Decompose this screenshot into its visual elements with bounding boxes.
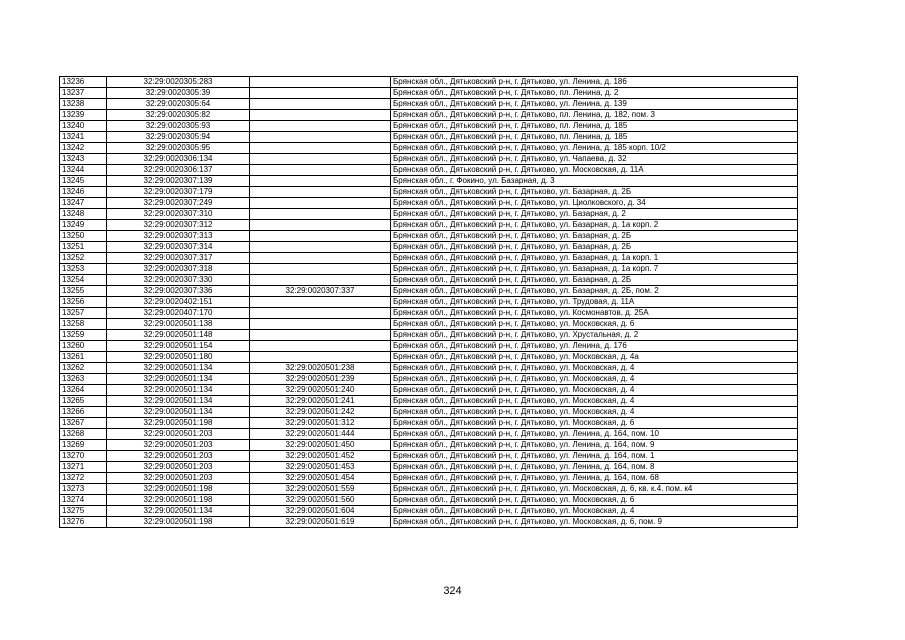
table-row [60, 209, 798, 220]
address-cell: Брянская обл., Дятьковский р-н, г. Дятьково, ул. Чапаева, д. 32 [391, 154, 798, 165]
registry-table-body [60, 77, 798, 528]
related-cadastral-number-cell: 32:29:0020501:242 [250, 407, 391, 418]
row-number-cell: 13261 [60, 352, 107, 363]
related-cadastral-number-cell [250, 231, 391, 242]
row-number-cell: 13239 [60, 110, 107, 121]
related-cadastral-number-cell: 32:29:0020501:452 [250, 451, 391, 462]
address-cell: Брянская обл., Дятьковский р-н, г. Дятьково, ул. Московская, д. 4 [391, 396, 798, 407]
table-row [60, 341, 798, 352]
row-number-cell: 13254 [60, 275, 107, 286]
table-row [60, 132, 798, 143]
related-cadastral-number-cell [250, 165, 391, 176]
related-cadastral-number-cell [250, 132, 391, 143]
row-number-cell: 13236 [60, 77, 107, 88]
table-row [60, 385, 798, 396]
cadastral-number-cell: 32:29:0020501:198 [107, 484, 250, 495]
row-number-cell: 13249 [60, 220, 107, 231]
cadastral-number-cell: 32:29:0020306:134 [107, 154, 250, 165]
table-row [60, 187, 798, 198]
table-row [60, 330, 798, 341]
address-cell: Брянская обл., Дятьковский р-н, г. Дятьково, ул. Базарная, д. 2Б [391, 275, 798, 286]
row-number-cell: 13259 [60, 330, 107, 341]
related-cadastral-number-cell [250, 330, 391, 341]
table-row [60, 473, 798, 484]
cadastral-number-cell: 32:29:0020501:198 [107, 418, 250, 429]
table-row [60, 99, 798, 110]
table-row [60, 506, 798, 517]
cadastral-number-cell: 32:29:0020307:310 [107, 209, 250, 220]
row-number-cell: 13263 [60, 374, 107, 385]
cadastral-number-cell: 32:29:0020307:249 [107, 198, 250, 209]
row-number-cell: 13247 [60, 198, 107, 209]
table-row [60, 286, 798, 297]
row-number-cell: 13265 [60, 396, 107, 407]
related-cadastral-number-cell: 32:29:0020501:241 [250, 396, 391, 407]
related-cadastral-number-cell [250, 99, 391, 110]
address-cell: Брянская обл., Дятьковский р-н, г. Дятьково, ул. Базарная, д. 2Б [391, 231, 798, 242]
related-cadastral-number-cell [250, 176, 391, 187]
address-cell: Брянская обл., Дятьковский р-н, г. Дятьково, ул. Московская, д. 6 [391, 319, 798, 330]
cadastral-number-cell: 32:29:0020501:203 [107, 429, 250, 440]
row-number-cell: 13246 [60, 187, 107, 198]
row-number-cell: 13264 [60, 385, 107, 396]
cadastral-number-cell: 32:29:0020307:317 [107, 253, 250, 264]
address-cell: Брянская обл., Дятьковский р-н, г. Дятьково, ул. Московская, д. 4 [391, 363, 798, 374]
table-row [60, 253, 798, 264]
cadastral-number-cell: 32:29:0020305:64 [107, 99, 250, 110]
address-cell: Брянская обл., Дятьковский р-н, г. Дятьково, ул. Московская, д. 4 [391, 385, 798, 396]
related-cadastral-number-cell: 32:29:0020501:559 [250, 484, 391, 495]
related-cadastral-number-cell [250, 220, 391, 231]
address-cell: Брянская обл., Дятьковский р-н, г. Дятьково, ул. Московская, д. 6, кв. к.4. пом. к4 [391, 484, 798, 495]
row-number-cell: 13257 [60, 308, 107, 319]
address-cell: Брянская обл., Дятьковский р-н, г. Дятьково, ул. Хрустальная, д. 2 [391, 330, 798, 341]
cadastral-number-cell: 32:29:0020307:330 [107, 275, 250, 286]
address-cell: Брянская обл., Дятьковский р-н, г. Дятьково, ул. Базарная, д. 2Б [391, 242, 798, 253]
table-row [60, 451, 798, 462]
address-cell: Брянская обл., Дятьковский р-н, г. Дятьково, ул. Московская, д. 6 [391, 495, 798, 506]
address-cell: Брянская обл., Дятьковский р-н, г. Дятьково, ул. Базарная, д. 1а корп. 7 [391, 264, 798, 275]
table-row [60, 352, 798, 363]
row-number-cell: 13243 [60, 154, 107, 165]
cadastral-number-cell: 32:29:0020306:137 [107, 165, 250, 176]
cadastral-number-cell: 32:29:0020307:336 [107, 286, 250, 297]
related-cadastral-number-cell: 32:29:0020501:454 [250, 473, 391, 484]
table-row [60, 165, 798, 176]
row-number-cell: 13258 [60, 319, 107, 330]
row-number-cell: 13242 [60, 143, 107, 154]
cadastral-number-cell: 32:29:0020501:134 [107, 407, 250, 418]
table-row [60, 440, 798, 451]
document-sheet [59, 76, 797, 528]
cadastral-number-cell: 32:29:0020307:179 [107, 187, 250, 198]
row-number-cell: 13267 [60, 418, 107, 429]
row-number-cell: 13271 [60, 462, 107, 473]
table-row [60, 396, 798, 407]
cadastral-number-cell: 32:29:0020307:313 [107, 231, 250, 242]
address-cell: Брянская обл., Дятьковский р-н, г. Дятьково, ул. Космонавтов, д. 25А [391, 308, 798, 319]
cadastral-number-cell: 32:29:0020307:312 [107, 220, 250, 231]
address-cell: Брянская обл., Дятьковский р-н, г. Дятьково, ул. Ленина, д. 186 [391, 77, 798, 88]
cadastral-number-cell: 32:29:0020501:154 [107, 341, 250, 352]
cadastral-number-cell: 32:29:0020305:95 [107, 143, 250, 154]
table-row [60, 176, 798, 187]
related-cadastral-number-cell [250, 242, 391, 253]
property-registry-table [59, 76, 798, 528]
address-cell: Брянская обл., Дятьковский р-н, г. Дятьково, ул. Базарная, д. 1а корп. 2 [391, 220, 798, 231]
cadastral-number-cell: 32:29:0020501:138 [107, 319, 250, 330]
cadastral-number-cell: 32:29:0020305:93 [107, 121, 250, 132]
cadastral-number-cell: 32:29:0020501:203 [107, 462, 250, 473]
related-cadastral-number-cell [250, 154, 391, 165]
cadastral-number-cell: 32:29:0020501:148 [107, 330, 250, 341]
address-cell: Брянская обл., Дятьковский р-н, г. Дятьково, пл. Ленина, д. 2 [391, 88, 798, 99]
table-row [60, 374, 798, 385]
row-number-cell: 13251 [60, 242, 107, 253]
address-cell: Брянская обл., Дятьковский р-н, г. Дятьково, ул. Ленина, д. 176 [391, 341, 798, 352]
table-row [60, 143, 798, 154]
cadastral-number-cell: 32:29:0020307:318 [107, 264, 250, 275]
address-cell: Брянская обл., Дятьковский р-н, г. Дятьково, ул. Московская, д. 4 [391, 374, 798, 385]
address-cell: Брянская обл., Дятьковский р-н, г. Дятьково, ул. Базарная, д. 1а корп. 1 [391, 253, 798, 264]
related-cadastral-number-cell [250, 110, 391, 121]
table-row [60, 297, 798, 308]
row-number-cell: 13248 [60, 209, 107, 220]
table-row [60, 484, 798, 495]
cadastral-number-cell: 32:29:0020402:151 [107, 297, 250, 308]
table-row [60, 88, 798, 99]
address-cell: Брянская обл., Дятьковский р-н, г. Дятьково, ул. Ленина, д. 164, пом. 10 [391, 429, 798, 440]
related-cadastral-number-cell [250, 121, 391, 132]
table-row [60, 517, 798, 528]
address-cell: Брянская обл., Дятьковский р-н, г. Дятьково, пл. Ленина, д. 185 [391, 121, 798, 132]
related-cadastral-number-cell: 32:29:0020501:444 [250, 429, 391, 440]
table-row [60, 220, 798, 231]
cadastral-number-cell: 32:29:0020307:139 [107, 176, 250, 187]
table-row [60, 429, 798, 440]
table-row [60, 231, 798, 242]
table-row [60, 319, 798, 330]
page-number: 324 [443, 585, 462, 597]
table-row [60, 77, 798, 88]
address-cell: Брянская обл., Дятьковский р-н, г. Дятьково, ул. Ленина, д. 164, пом. 8 [391, 462, 798, 473]
address-cell: Брянская обл., Дятьковский р-н, г. Дятьково, ул. Ленина, д. 164, пом. 9 [391, 440, 798, 451]
related-cadastral-number-cell [250, 253, 391, 264]
row-number-cell: 13256 [60, 297, 107, 308]
address-cell: Брянская обл., Дятьковский р-н, г. Дятьково, ул. Московская, д. 4 [391, 407, 798, 418]
table-row [60, 363, 798, 374]
cadastral-number-cell: 32:29:0020307:314 [107, 242, 250, 253]
related-cadastral-number-cell [250, 264, 391, 275]
cadastral-number-cell: 32:29:0020407:170 [107, 308, 250, 319]
table-row [60, 495, 798, 506]
cadastral-number-cell: 32:29:0020501:198 [107, 495, 250, 506]
row-number-cell: 13275 [60, 506, 107, 517]
address-cell: Брянская обл., Дятьковский р-н, г. Дятьково, пл. Ленина, д. 182, пом. 3 [391, 110, 798, 121]
cadastral-number-cell: 32:29:0020501:203 [107, 473, 250, 484]
address-cell: Брянская обл., Дятьковский р-н, г. Дятьково, пл. Ленина, д. 185 [391, 132, 798, 143]
related-cadastral-number-cell [250, 319, 391, 330]
row-number-cell: 13270 [60, 451, 107, 462]
row-number-cell: 13237 [60, 88, 107, 99]
row-number-cell: 13250 [60, 231, 107, 242]
table-row [60, 308, 798, 319]
cadastral-number-cell: 32:29:0020305:283 [107, 77, 250, 88]
row-number-cell: 13266 [60, 407, 107, 418]
address-cell: Брянская обл., Дятьковский р-н, г. Дятьково, ул. Базарная, д. 2Б, пом. 2 [391, 286, 798, 297]
row-number-cell: 13252 [60, 253, 107, 264]
table-row [60, 154, 798, 165]
address-cell: Брянская обл., Дятьковский р-н, г. Дятьково, ул. Циолковского, д. 34 [391, 198, 798, 209]
related-cadastral-number-cell [250, 143, 391, 154]
row-number-cell: 13241 [60, 132, 107, 143]
table-row [60, 275, 798, 286]
related-cadastral-number-cell [250, 275, 391, 286]
related-cadastral-number-cell [250, 308, 391, 319]
address-cell: Брянская обл., Дятьковский р-н, г. Дятьково, ул. Базарная, д. 2Б [391, 187, 798, 198]
cadastral-number-cell: 32:29:0020501:134 [107, 385, 250, 396]
row-number-cell: 13255 [60, 286, 107, 297]
cadastral-number-cell: 32:29:0020501:198 [107, 517, 250, 528]
table-row [60, 242, 798, 253]
related-cadastral-number-cell: 32:29:0020501:604 [250, 506, 391, 517]
related-cadastral-number-cell: 32:29:0020501:240 [250, 385, 391, 396]
row-number-cell: 13260 [60, 341, 107, 352]
cadastral-number-cell: 32:29:0020501:134 [107, 374, 250, 385]
cadastral-number-cell: 32:29:0020501:134 [107, 396, 250, 407]
cadastral-number-cell: 32:29:0020501:180 [107, 352, 250, 363]
related-cadastral-number-cell: 32:29:0020501:560 [250, 495, 391, 506]
cadastral-number-cell: 32:29:0020501:203 [107, 451, 250, 462]
row-number-cell: 13272 [60, 473, 107, 484]
related-cadastral-number-cell: 32:29:0020501:619 [250, 517, 391, 528]
table-row [60, 407, 798, 418]
address-cell: Брянская обл., Дятьковский р-н, г. Дятьково, ул. Московская, д. 4 [391, 506, 798, 517]
related-cadastral-number-cell: 32:29:0020307:337 [250, 286, 391, 297]
related-cadastral-number-cell [250, 88, 391, 99]
row-number-cell: 13268 [60, 429, 107, 440]
table-row [60, 462, 798, 473]
related-cadastral-number-cell [250, 352, 391, 363]
related-cadastral-number-cell [250, 341, 391, 352]
table-row [60, 418, 798, 429]
row-number-cell: 13276 [60, 517, 107, 528]
address-cell: Брянская обл., Дятьковский р-н, г. Дятьково, ул. Московская, д. 4а [391, 352, 798, 363]
row-number-cell: 13269 [60, 440, 107, 451]
related-cadastral-number-cell: 32:29:0020501:312 [250, 418, 391, 429]
cadastral-number-cell: 32:29:0020501:203 [107, 440, 250, 451]
cadastral-number-cell: 32:29:0020305:82 [107, 110, 250, 121]
row-number-cell: 13238 [60, 99, 107, 110]
cadastral-number-cell: 32:29:0020501:134 [107, 363, 250, 374]
address-cell: Брянская обл., Дятьковский р-н, г. Дятьково, ул. Ленина, д. 139 [391, 99, 798, 110]
related-cadastral-number-cell: 32:29:0020501:238 [250, 363, 391, 374]
row-number-cell: 13262 [60, 363, 107, 374]
related-cadastral-number-cell [250, 77, 391, 88]
row-number-cell: 13245 [60, 176, 107, 187]
related-cadastral-number-cell [250, 209, 391, 220]
related-cadastral-number-cell: 32:29:0020501:453 [250, 462, 391, 473]
row-number-cell: 13240 [60, 121, 107, 132]
related-cadastral-number-cell [250, 198, 391, 209]
table-row [60, 121, 798, 132]
cadastral-number-cell: 32:29:0020305:39 [107, 88, 250, 99]
address-cell: Брянская обл., г. Фокино, ул. Базарная, д. 3 [391, 176, 798, 187]
table-row [60, 264, 798, 275]
address-cell: Брянская обл., Дятьковский р-н, г. Дятьково, ул. Ленина, д. 164, пом. 68 [391, 473, 798, 484]
address-cell: Брянская обл., Дятьковский р-н, г. Дятьково, ул. Московская, д. 6, пом. 9 [391, 517, 798, 528]
cadastral-number-cell: 32:29:0020305:94 [107, 132, 250, 143]
row-number-cell: 13273 [60, 484, 107, 495]
related-cadastral-number-cell [250, 297, 391, 308]
address-cell: Брянская обл., Дятьковский р-н, г. Дятьково, ул. Московская, д. 6 [391, 418, 798, 429]
address-cell: Брянская обл., Дятьковский р-н, г. Дятьково, ул. Трудовая, д. 11А [391, 297, 798, 308]
cadastral-number-cell: 32:29:0020501:134 [107, 506, 250, 517]
related-cadastral-number-cell: 32:29:0020501:239 [250, 374, 391, 385]
row-number-cell: 13274 [60, 495, 107, 506]
address-cell: Брянская обл., Дятьковский р-н, г. Дятьково, ул. Ленина, д. 164, пом. 1 [391, 451, 798, 462]
row-number-cell: 13253 [60, 264, 107, 275]
table-row [60, 110, 798, 121]
related-cadastral-number-cell [250, 187, 391, 198]
address-cell: Брянская обл., Дятьковский р-н, г. Дятьково, ул. Московская, д. 11А [391, 165, 798, 176]
address-cell: Брянская обл., Дятьковский р-н, г. Дятьково, ул. Ленина, д. 185 корп. 10/2 [391, 143, 798, 154]
address-cell: Брянская обл., Дятьковский р-н, г. Дятьково, ул. Базарная, д. 2 [391, 209, 798, 220]
table-row [60, 198, 798, 209]
related-cadastral-number-cell: 32:29:0020501:450 [250, 440, 391, 451]
row-number-cell: 13244 [60, 165, 107, 176]
